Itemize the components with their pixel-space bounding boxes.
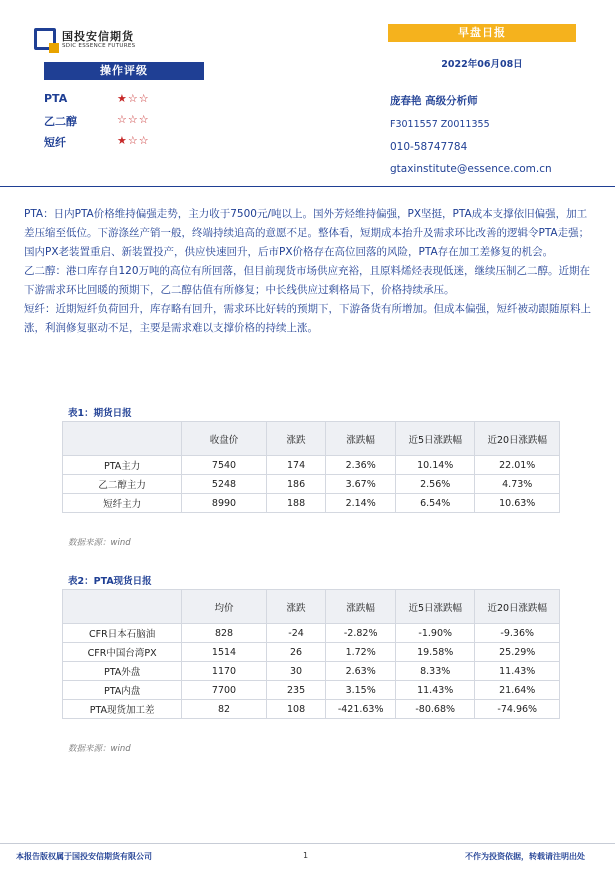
footer-disclaimer: 不作为投资依据，转载请注明出处 <box>465 852 585 861</box>
rating-name-psf: 短纤 <box>44 136 66 149</box>
commentary-pta: PTA：日内PTA价格维持偏强走势，主力收于7500元/吨以上。国外芳烃维持偏强，PX坚挺，PTA成本支撑依旧偏强，加工差压缩至低位。下游涤丝产销一般，终端持续追高的意愿不足。整体看，短期成本抬升及需求环比改善的逻辑令PTA走强；国内PX老装置重启、新装置投产，供应快速回升，后市PX价格存在高位回落的风险，PTA存在加工差修复的机会。 <box>24 208 590 258</box>
table-cell: CFR日本石脑油 <box>63 624 182 643</box>
table-row <box>63 643 560 662</box>
table-cell: 乙二醇主力 <box>63 475 182 494</box>
table-cell: 186 <box>266 475 326 494</box>
table-cell: 174 <box>266 456 326 475</box>
logo-english-name: SDIC ESSENCE FUTURES <box>62 43 136 49</box>
rating-stars-meg: ☆☆☆ <box>117 113 150 126</box>
table2-caption: 表2：PTA现货日报 <box>68 576 152 587</box>
table-cell: 7540 <box>182 456 266 475</box>
table-header-row <box>63 590 560 624</box>
table-header-cell: 近20日涨跌幅 <box>475 590 560 624</box>
table-cell: -9.36% <box>475 624 560 643</box>
table-cell: 21.64% <box>475 681 560 700</box>
table-cell: -80.68% <box>395 700 475 719</box>
table-header-cell <box>63 590 182 624</box>
table-cell: PTA现货加工差 <box>63 700 182 719</box>
table-header-cell: 涨跌 <box>266 590 326 624</box>
table-row <box>63 494 560 513</box>
table-cell: PTA内盘 <box>63 681 182 700</box>
table-cell: -421.63% <box>326 700 396 719</box>
table-cell: 7700 <box>182 681 266 700</box>
table-cell: 1514 <box>182 643 266 662</box>
header-divider <box>0 186 615 187</box>
table-cell: 2.56% <box>395 475 475 494</box>
table-header-cell: 涨跌幅 <box>326 422 396 456</box>
table-row <box>63 681 560 700</box>
table-cell: -24 <box>266 624 326 643</box>
table-cell: 10.63% <box>475 494 560 513</box>
rating-stars-psf: ★☆☆ <box>117 134 150 147</box>
table-cell: 22.01% <box>475 456 560 475</box>
table-cell: 3.15% <box>326 681 396 700</box>
table-cell: 1.72% <box>326 643 396 662</box>
table1-caption: 表1：期货日报 <box>68 408 132 419</box>
table-header-row <box>63 422 560 456</box>
analyst-title: 庞春艳 高级分析师 <box>390 95 478 107</box>
commentary-psf: 短纤：近期短纤负荷回升，库存略有回升，需求环比好转的预期下，下游备货有所增加。但成本偏强，短纤被动跟随原料上涨，利润修复驱动不足，主要是需求难以支撑价格的持续上涨。 <box>24 303 591 334</box>
table-header-cell: 近20日涨跌幅 <box>475 422 560 456</box>
table-cell: 3.67% <box>326 475 396 494</box>
table-header-cell <box>63 422 182 456</box>
table-cell: 26 <box>266 643 326 662</box>
analyst-license: F3011557 Z0011355 <box>390 119 490 130</box>
table-header-cell: 收盘价 <box>182 422 266 456</box>
rating-stars-pta: ★☆☆ <box>117 92 150 105</box>
table-cell: 2.63% <box>326 662 396 681</box>
table-row <box>63 700 560 719</box>
table-row <box>63 456 560 475</box>
table-cell: CFR中国台湾PX <box>63 643 182 662</box>
table-cell: 5248 <box>182 475 266 494</box>
table-cell: 235 <box>266 681 326 700</box>
footer-copyright: 本报告版权属于国投安信期货有限公司 <box>16 852 152 861</box>
rating-section-title: 操作评级 <box>44 62 204 80</box>
table-cell: 188 <box>266 494 326 513</box>
table-cell: -1.90% <box>395 624 475 643</box>
table-cell: 8.33% <box>395 662 475 681</box>
table-cell: 10.14% <box>395 456 475 475</box>
logo-mark-icon <box>34 28 56 50</box>
table-cell: 短纤主力 <box>63 494 182 513</box>
table-cell: 828 <box>182 624 266 643</box>
rating-name-meg: 乙二醇 <box>44 115 77 128</box>
table-cell: -2.82% <box>326 624 396 643</box>
table-cell: 30 <box>266 662 326 681</box>
table-header-cell: 近5日涨跌幅 <box>395 422 475 456</box>
table-cell: 11.43% <box>395 681 475 700</box>
table-cell: 2.14% <box>326 494 396 513</box>
table-cell: 82 <box>182 700 266 719</box>
table-header-cell: 均价 <box>182 590 266 624</box>
table-cell: 4.73% <box>475 475 560 494</box>
futures-table <box>62 421 560 513</box>
table-cell: 19.58% <box>395 643 475 662</box>
table-header-cell: 涨跌幅 <box>326 590 396 624</box>
footer-divider <box>0 843 615 844</box>
report-date: 2022年06月08日 <box>441 59 523 70</box>
table1-source: 数据来源：wind <box>68 538 131 548</box>
report-type-banner: 早盘日报 <box>388 24 576 42</box>
table-row <box>63 475 560 494</box>
rating-name-pta: PTA <box>44 92 68 105</box>
analyst-email[interactable]: gtaxinstitute@essence.com.cn <box>390 163 552 175</box>
table-row <box>63 624 560 643</box>
company-logo <box>34 26 144 56</box>
table-cell: 11.43% <box>475 662 560 681</box>
table-cell: 8990 <box>182 494 266 513</box>
commentary-meg: 乙二醇：港口库存自120万吨的高位有所回落，但目前现货市场供应充裕，且原料烯烃表现低迷，继续压制乙二醇。近期在下游需求环比回暖的预期下，乙二醇估值有所修复；中长线供应过剩格局下，价格持续承压。 <box>24 265 591 296</box>
analyst-phone: 010-58747784 <box>390 141 468 153</box>
table-cell: PTA外盘 <box>63 662 182 681</box>
commentary <box>24 205 596 338</box>
logo-chinese-name: 国投安信期货 <box>62 30 134 43</box>
table-cell: PTA主力 <box>63 456 182 475</box>
page-number: 1 <box>303 851 309 860</box>
table2-source: 数据来源：wind <box>68 744 131 754</box>
table-cell: 108 <box>266 700 326 719</box>
table-cell: 1170 <box>182 662 266 681</box>
table-cell: -74.96% <box>475 700 560 719</box>
table-header-cell: 近5日涨跌幅 <box>395 590 475 624</box>
spot-table <box>62 589 560 719</box>
table-header-cell: 涨跌 <box>266 422 326 456</box>
table-cell: 2.36% <box>326 456 396 475</box>
table-row <box>63 662 560 681</box>
table-cell: 6.54% <box>395 494 475 513</box>
table-cell: 25.29% <box>475 643 560 662</box>
